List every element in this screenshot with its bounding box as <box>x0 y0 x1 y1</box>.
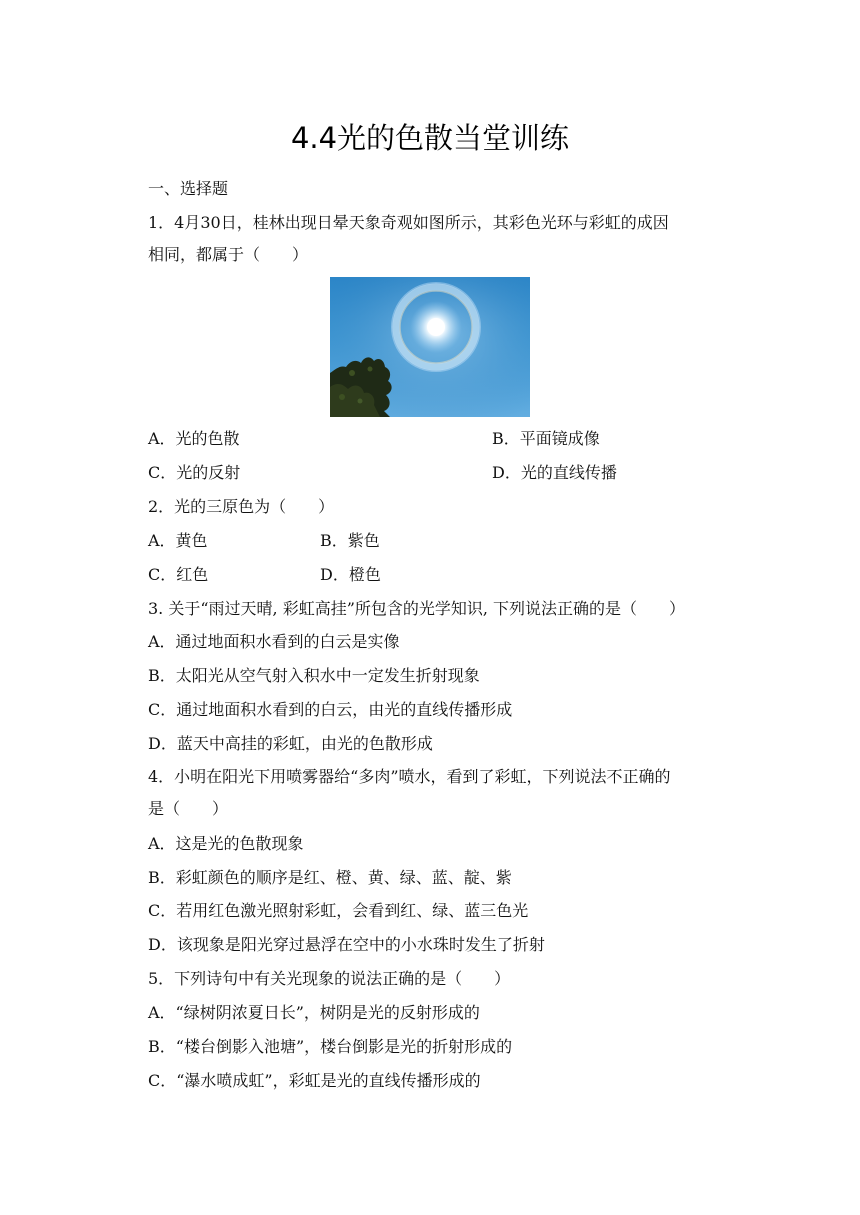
q3-option-c: C．通过地面积水看到的白云，由光的直线传播形成 <box>148 700 513 719</box>
page-title: 4.4光的色散当堂训练 <box>290 121 570 155</box>
q1-option-a: A．光的色散 <box>148 429 240 448</box>
q3-option-d: D．蓝天中高挂的彩虹，由光的色散形成 <box>148 734 433 753</box>
q1-option-b: B．平面镜成像 <box>492 429 600 448</box>
q3-option-a: A．通过地面积水看到的白云是实像 <box>148 632 400 651</box>
q2-option-b: B．紫色 <box>320 531 380 550</box>
q2-option-c: C．红色 <box>148 565 209 584</box>
q3-option-b: B．太阳光从空气射入积水中一定发生折射现象 <box>148 666 480 685</box>
q4-option-c: C．若用红色激光照射彩虹，会看到红、绿、蓝三色光 <box>148 901 529 920</box>
q5-option-b: B．“楼台倒影入池塘”，楼台倒影是光的折射形成的 <box>148 1037 513 1056</box>
q5-option-c: C．“瀑水喷成虹”，彩虹是光的直线传播形成的 <box>148 1071 481 1090</box>
q5-stem: 5．下列诗句中有关光现象的说法正确的是（ ） <box>148 969 511 988</box>
q4-stem-line1: 4．小明在阳光下用喷雾器给“多肉”喷水，看到了彩虹，下列说法不正确的 <box>148 767 671 786</box>
q4-option-a: A．这是光的色散现象 <box>148 834 304 853</box>
q4-stem-line2: 是（ ） <box>148 799 229 818</box>
q5-option-a: A．“绿树阴浓夏日长”，树阴是光的反射形成的 <box>148 1003 480 1022</box>
q4-option-d: D．该现象是阳光穿过悬浮在空中的小水珠时发生了折射 <box>148 935 545 954</box>
sun-halo-illustration <box>330 277 530 417</box>
q4-option-b: B．彩虹颜色的顺序是红、橙、黄、绿、蓝、靛、紫 <box>148 868 512 887</box>
q3-stem: 3. 关于“雨过天晴, 彩虹高挂”所包含的光学知识, 下列说法正确的是（ ） <box>148 599 686 618</box>
q2-stem: 2．光的三原色为（ ） <box>148 497 335 516</box>
q1-stem-line2: 相同，都属于（ ） <box>148 245 309 264</box>
q1-stem-line1: 1．4月30日，桂林出现日晕天象奇观如图所示，其彩色光环与彩虹的成因 <box>148 213 669 232</box>
q1-option-d: D．光的直线传播 <box>492 463 617 482</box>
q2-option-d: D．橙色 <box>320 565 381 584</box>
q2-option-a: A．黄色 <box>148 531 208 550</box>
q1-option-c: C．光的反射 <box>148 463 241 482</box>
section-heading: 一、选择题 <box>148 179 229 198</box>
sun-halo-photo <box>330 277 530 417</box>
